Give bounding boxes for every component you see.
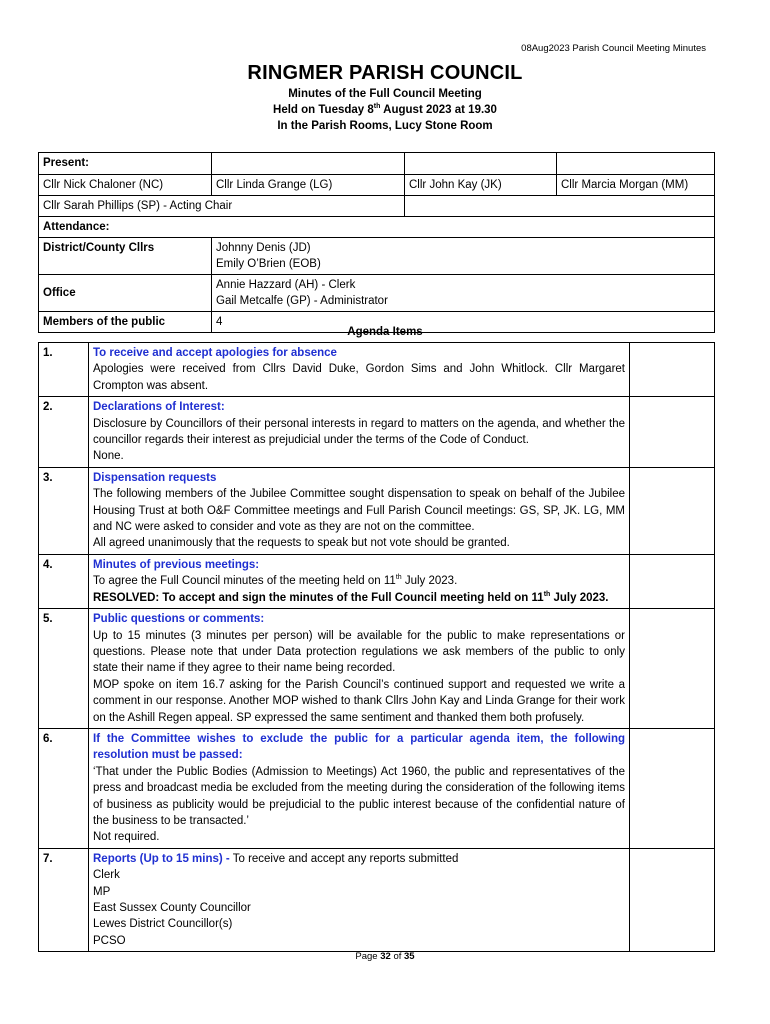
report-line: Clerk xyxy=(93,869,120,882)
item-title: Declarations of Interest: xyxy=(93,401,225,414)
report-line: Lewes District Councillor(s) xyxy=(93,918,233,931)
attendance-label: Attendance: xyxy=(39,217,715,238)
report-line: MP xyxy=(93,885,111,898)
item-body: To agree the Full Council minutes of the meeting held on 11th July 2023. xyxy=(93,574,458,588)
item-body: Disclosure by Councillors of their personal interests in regard to matters on the agenda, and whether the councillor regards their interest as prejudicial under the terms of the Code of Conduct. xyxy=(93,417,625,447)
running-header: 08Aug2023 Parish Council Meeting Minutes xyxy=(521,43,706,54)
resolution: RESOLVED: To accept and sign the minutes of the Full Council meeting held on 11th July 2023. xyxy=(93,590,609,604)
present-cllr: Cllr Linda Grange (LG) xyxy=(212,175,405,196)
attendance-table xyxy=(38,152,715,333)
agenda-item-7: 7. Reports (Up to 15 mins) - To receive and accept any reports submitted Clerk MP East Sussex County Councillor Lewes District Councillor(s) PCSO xyxy=(39,848,715,951)
item-body: Not required. xyxy=(93,831,160,844)
agenda-item-4: 4. Minutes of previous meetings: To agree the Full Council minutes of the meeting held on 11th July 2023. RESOLVED: To accept and sign the minutes of the Full Council meeting held on 11th July 2023. xyxy=(39,554,715,608)
item-body: MOP spoke on item 16.7 asking for the Parish Council’s continued support and requested we write a comment in our response. Another MOP wished to thank Cllrs John Kay and Linda Grange for their work on the Ashill Regen appeal. SP expressed the same sentiment and thanked them both profusely. xyxy=(93,678,625,724)
meeting-type: Minutes of the Full Council Meeting xyxy=(288,88,482,100)
agenda-item-3: 3. Dispensation requests The following members of the Jubilee Committee sought dispensation to speak on behalf of the Jubilee Housing Trust at both O&F Committee meetings and Full Parish Council meetings: GS, SP, JK. LG, MM and NC were asked to consider and vote as they are not on the committee. All agreed unanimously that the requests to speak but not vote should be granted. xyxy=(39,467,715,554)
agenda-item-2: 2. Declarations of Interest: Disclosure by Councillors of their personal interests in regard to matters on the agenda, and whether the councillor regards their interest as prejudicial under the terms of the Code of Conduct. None. xyxy=(39,397,715,468)
office-label: Office xyxy=(39,275,212,312)
public-count: 4 xyxy=(212,312,715,333)
agenda-caption: Agenda Items xyxy=(347,326,423,338)
office-staff: Annie Hazzard (AH) - Clerk Gail Metcalfe (GP) - Administrator xyxy=(212,275,715,312)
item-body: None. xyxy=(93,450,124,463)
present-label: Present: xyxy=(39,153,212,175)
present-cllr: Cllr Nick Chaloner (NC) xyxy=(39,175,212,196)
agenda-item-1: 1. To receive and accept apologies for absence Apologies were received from Cllrs David Duke, Gordon Sims and John Whitlock. Cllr Margaret Crompton was absent. xyxy=(39,343,715,397)
item-body: ‘That under the Public Bodies (Admission to Meetings) Act 1960, the public and representatives of the press and broadcast media be excluded from the meeting during the consideration of the following items of business as publicity would be prejudicial to the public interest because of the confidential nature of the business to be transacted.’ xyxy=(93,765,625,827)
item-body: All agreed unanimously that the requests to speak but not vote should be granted. xyxy=(93,537,510,550)
item-title: Minutes of previous meetings: xyxy=(93,558,260,571)
district-label: District/County Cllrs xyxy=(39,238,212,275)
agenda-item-5: 5. Public questions or comments: Up to 15 minutes (3 minutes per person) will be available for the public to make representations or questions. Please note that under Data protection regulations we ask members of the public to only state their name if they agree to their name being recorded. MOP spoke on item 16.7 asking for the Parish Council’s continued support and requested we write a comment in our response. Another MOP wished to thank Cllrs John Kay and Linda Grange for their work on the Ashill Regen appeal. SP expressed the same sentiment and thanked them both profusely. xyxy=(39,609,715,729)
item-title: If the Committee wishes to exclude the public for a particular agenda item, the following resolution must be passed: xyxy=(93,732,625,762)
agenda-table xyxy=(38,342,715,952)
report-line: East Sussex County Councillor xyxy=(93,902,251,914)
item-title: To receive and accept apologies for absence xyxy=(93,347,337,359)
item-title: Reports (Up to 15 mins) - To receive and accept any reports submitted xyxy=(93,852,459,865)
public-label: Members of the public xyxy=(39,312,212,333)
item-title: Public questions or comments: xyxy=(93,613,265,626)
present-cllr: Cllr Marcia Morgan (MM) xyxy=(557,175,715,196)
report-line: PCSO xyxy=(93,934,126,947)
item-body: Apologies were received from Cllrs David Duke, Gordon Sims and John Whitlock. Cllr Margaret Crompton was absent. xyxy=(93,363,625,392)
item-body: Up to 15 minutes (3 minutes per person) will be available for the public to make representations or questions. Please note that under Data protection regulations we ask members of the public to only state their name if they agree to their name being recorded. xyxy=(93,629,625,675)
council-name: RINGMER PARISH COUNCIL xyxy=(247,62,523,84)
item-title: Dispensation requests xyxy=(93,471,217,484)
agenda-item-6: 6. If the Committee wishes to exclude the public for a particular agenda item, the following resolution must be passed: ‘That under the Public Bodies (Admission to Meetings) Act 1960, the public and representatives of the press and broadcast media be excluded from the meeting during the consideration of the following items of business as publicity would be prejudicial to the public interest because of the confidential nature of the business to be transacted.’ Not required. xyxy=(39,728,715,848)
present-cllr: Cllr John Kay (JK) xyxy=(405,175,557,196)
district-cllrs: Johnny Denis (JD) Emily O’Brien (EOB) xyxy=(212,238,715,275)
acting-chair: Cllr Sarah Phillips (SP) - Acting Chair xyxy=(39,196,405,217)
item-body: The following members of the Jubilee Committee sought dispensation to speak on behalf of the Jubilee Housing Trust at both O&F Committee meetings and Full Parish Council meetings: GS, SP, JK. LG, MM and NC were asked to consider and vote as they are not on the committee. xyxy=(93,488,625,534)
meeting-date: Held on Tuesday 8th August 2023 at 19.30 xyxy=(273,103,497,116)
page-footer: Page 32 of 35 xyxy=(355,951,415,962)
meeting-venue: In the Parish Rooms, Lucy Stone Room xyxy=(277,120,493,132)
